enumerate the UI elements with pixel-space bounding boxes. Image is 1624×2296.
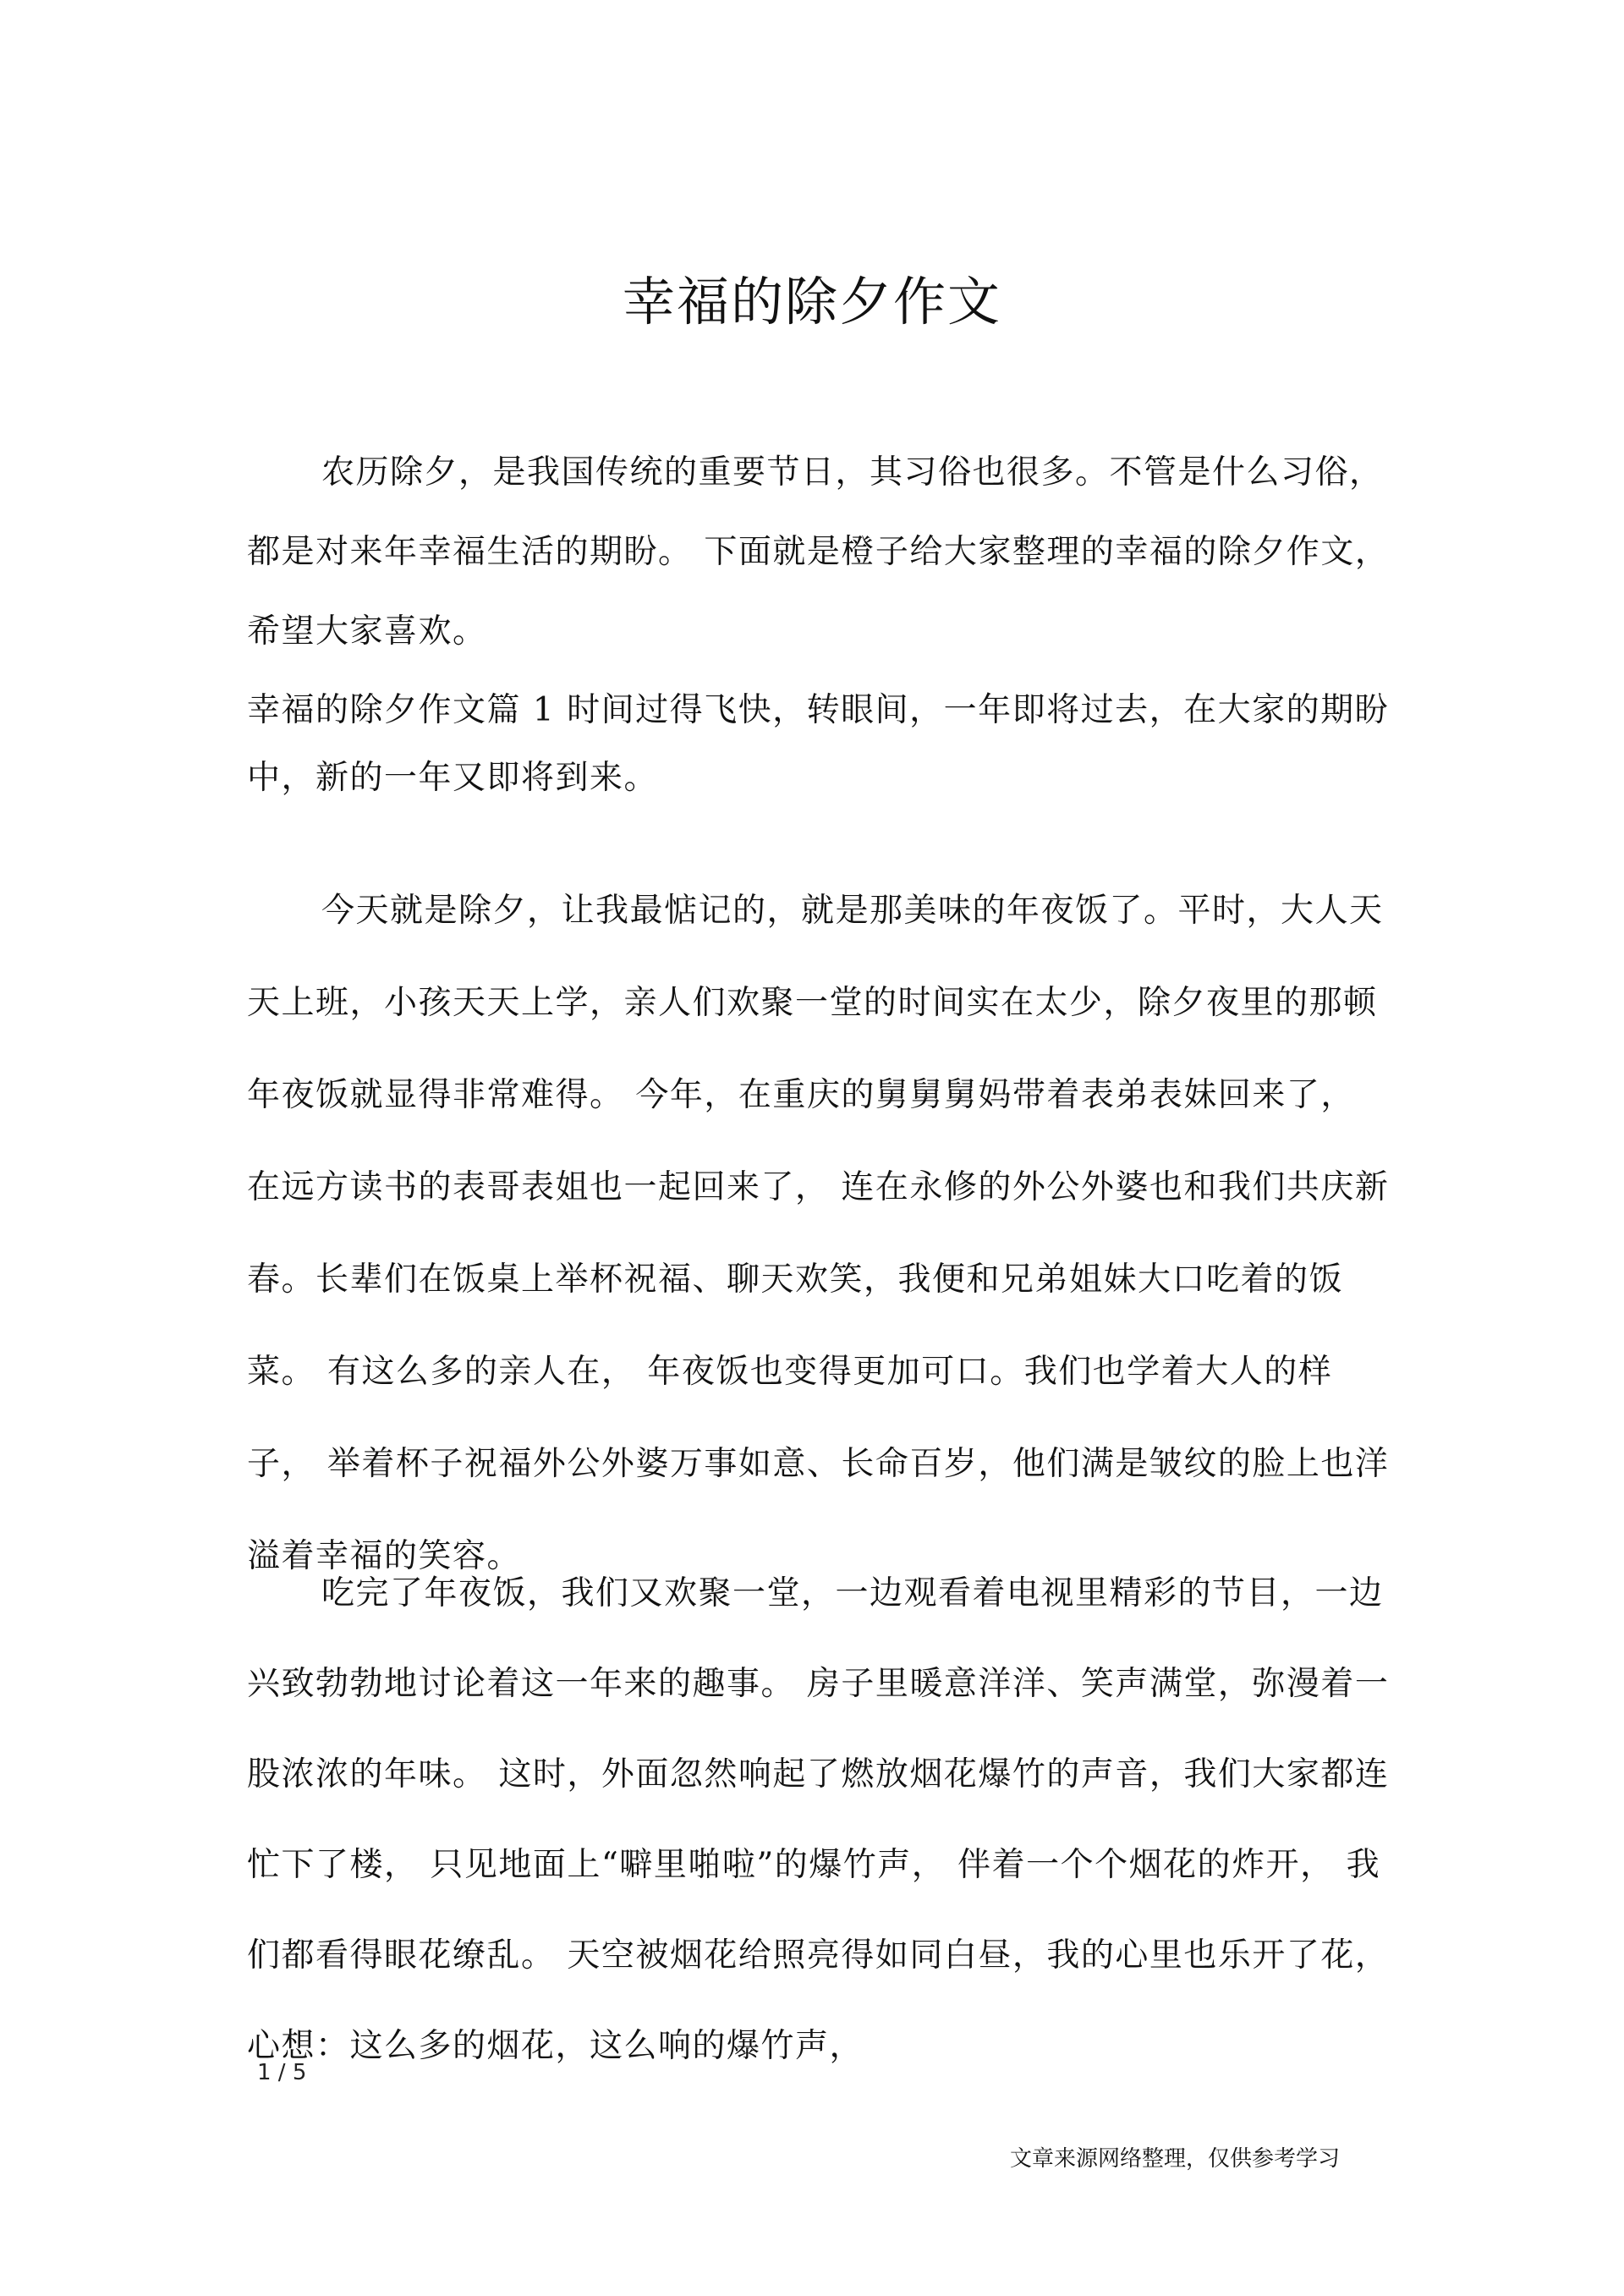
intro-paragraph: 农历除夕，是我国传统的重要节日，其习俗也很多。不管是什么习俗，都是对来年幸福生活的期盼。 下面就是橙子给大家整理的幸福的除夕作文，希望大家喜欢。 (247, 453, 1390, 651)
fireworks-paragraph: 吃完了年夜饭，我们又欢聚一堂，一边观看着电视里精彩的节目，一边兴致勃勃地讨论着这一年来的趣事。 房子里暖意洋洋、笑声满堂，弥漫着一股浓浓的年味。 这时，外面忽然响起了燃放烟花爆竹的声音，我们大家都连忙下了楼， 只见地面上“噼里啪啦”的爆竹声， 伴着一个个烟花的炸开， 我们都看得眼花缭乱。 天空被烟花给照亮得如同白昼，我的心里也乐开了花，心想：这么多的烟花，这么响的爆竹声， (247, 1574, 1390, 2065)
dinner-paragraph: 今天就是除夕，让我最惦记的，就是那美味的年夜饭了。平时，大人天天上班，小孩天天上学，亲人们欢聚一堂的时间实在太少，除夕夜里的那顿年夜饭就显得非常难得。 今年，在重庆的舅舅舅妈带着表弟表妹回来了， 在远方读书的表哥表姐也一起回来了， 连在永修的外公外婆也和我们共庆新春。长辈们在饭桌上举杯祝福、聊天欢笑，我便和兄弟姐妹大口吃着的饭菜。 有这么多的亲人在， 年夜饭也变得更加可口。我们也学着大人的样子， 举着杯子祝福外公外婆万事如意、长命百岁，他们满是皱纹的脸上也洋溢着幸福的笑容。 (247, 892, 1390, 1575)
page-number: 1 / 5 (257, 2060, 307, 2085)
source-note: 文章来源网络整理，仅供参考学习 (1010, 2146, 1341, 2172)
document-title: 幸福的除夕作文 (622, 271, 1001, 332)
essay-subtitle-paragraph: 幸福的除夕作文篇 1 时间过得飞快，转眼间，一年即将过去，在大家的期盼中，新的一年又即将到来。 (247, 691, 1390, 797)
